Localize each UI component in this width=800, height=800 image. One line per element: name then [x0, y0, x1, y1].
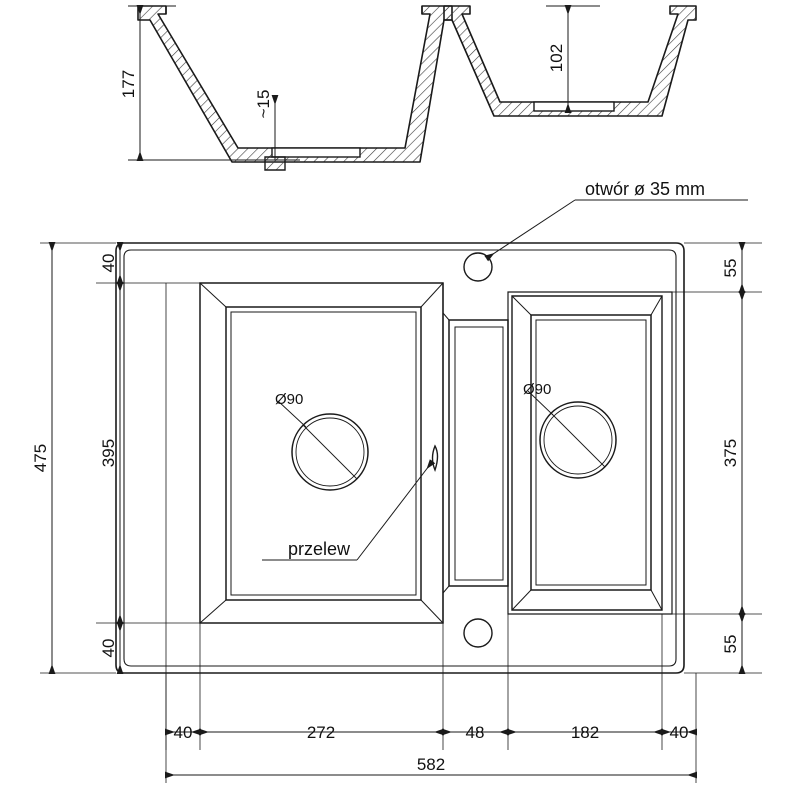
dim-label-bottom-margin-right: 55 [721, 634, 740, 654]
dim-label-top-margin-right: 55 [721, 258, 740, 278]
dim-label-w-right-margin: 40 [669, 723, 689, 742]
dim-label-total-width: 582 [416, 755, 446, 774]
dim-label-inner-height: 395 [99, 438, 118, 468]
dim-label-w-center: 48 [465, 723, 485, 742]
overflow-note-label: przelew [288, 539, 351, 559]
dim-label-depth-left: 177 [119, 69, 138, 99]
cross-section-view [119, 6, 696, 170]
dim-label-right-bowl-height: 375 [721, 438, 740, 468]
dim-label-w-left-bowl: 272 [306, 723, 336, 742]
drain-label-left: Ø90 [275, 391, 304, 408]
right-bowl-section [444, 6, 696, 116]
left-bowl-section [138, 6, 452, 170]
dim-label-thickness: ~15 [254, 89, 273, 119]
dim-label-depth-right: 102 [547, 43, 566, 73]
dim-depth-left [119, 6, 300, 160]
right-dimensions [672, 243, 762, 673]
hole-note-label: otwór ø 35 mm [585, 179, 706, 199]
dim-depth-right [546, 6, 600, 112]
dim-label-w-left-margin: 40 [173, 723, 193, 742]
dim-label-total-height: 475 [31, 443, 50, 473]
plan-view [116, 179, 748, 673]
drain-label-right: Ø90 [523, 381, 552, 398]
dim-label-top-margin: 40 [99, 253, 118, 273]
dim-label-w-right-bowl: 182 [570, 723, 600, 742]
dim-label-bottom-margin: 40 [99, 638, 118, 658]
